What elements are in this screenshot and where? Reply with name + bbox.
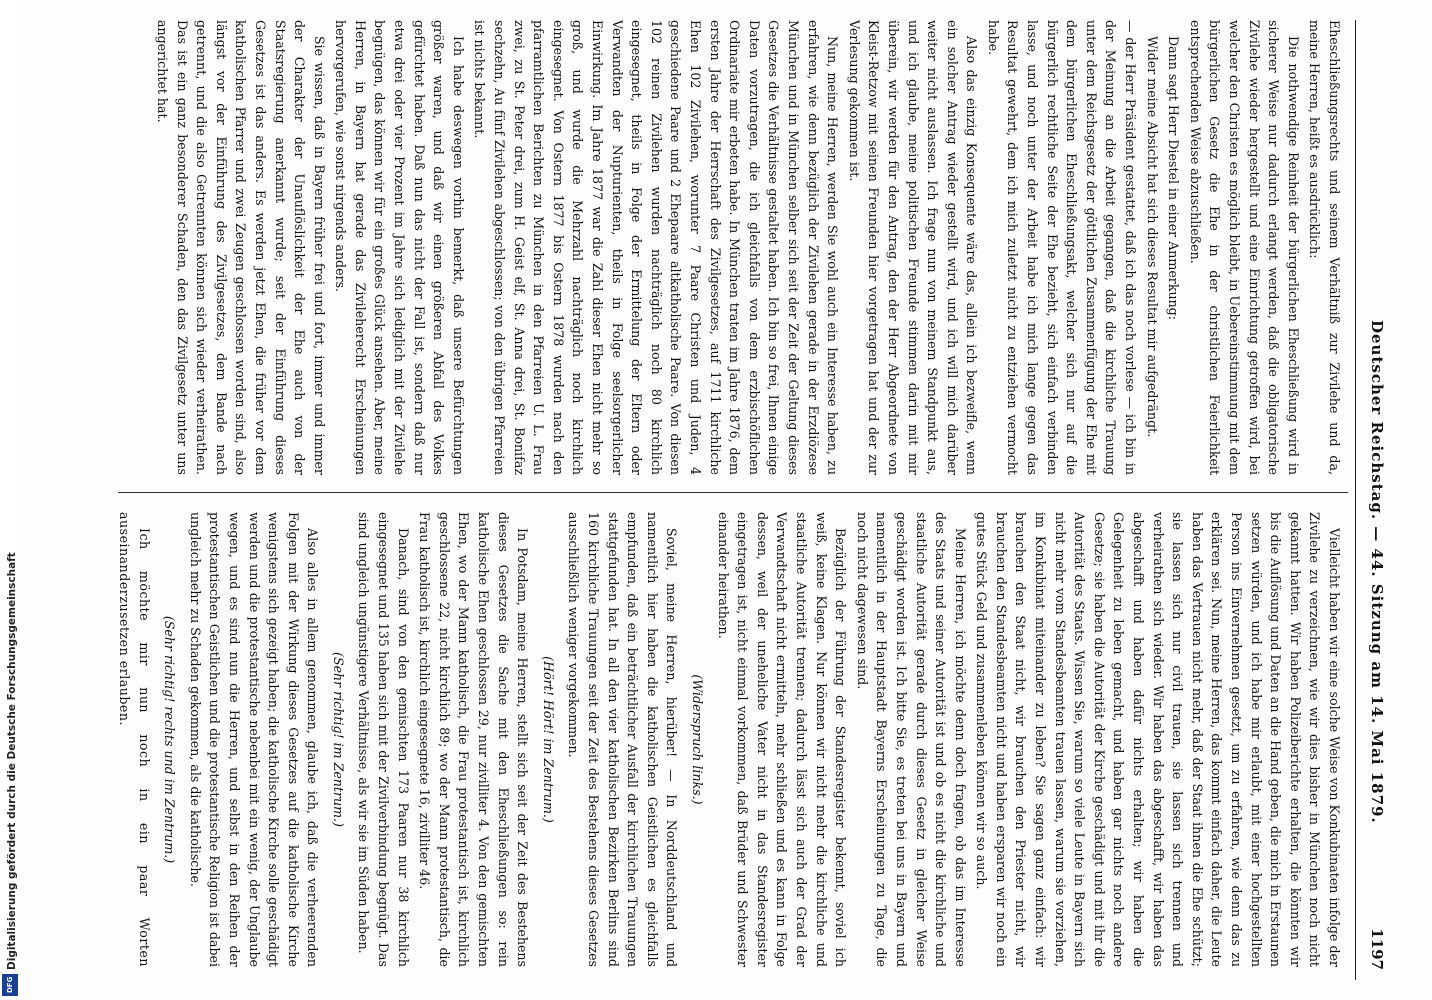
paragraph: Also alles in allem genommen, glaube ich, daß die verheerenden Folgen mit der Wirkung dieses Gesetzes auf die katholische Kirche wenigstens sich gezeigt haben; die katholische Kirche solle geschädigt werden und die protestantische nebenbei mit ein wenig, der Unglaube wegen, und es sind nun die Herren, und selbst in den Reihen der protestantischen Geistlichen und die protestantische Religion ist dabei ungleich mehr zu Schaden gekommen, als die katholische. xyxy=(187,512,321,967)
rotated-page-content xyxy=(56,20,1396,980)
paragraph: Eheschließungsrechts und seinem Verhältniß zur Zivilehe und da, meine Herren, heißt es ausdrücklich: xyxy=(1307,20,1342,475)
interjection: (Sehr richtig! rechts und im Zentrum.) xyxy=(162,615,178,864)
paragraph: Also das einzig Konsequente wäre das, allein ich bezweifle, wenn ein solcher Antrag wieder gestellt wird, und ich will mich darüber weiter nicht auslassen. Ich frage nun von meinem Standpunkt aus, und ich glaube, meine politischen Freunde stimmen darin mit mir überein, wir werden für den Antrag, den der Herr Abgeordnete von Kleist-Retzow mit seinen Freunden hier vorgetragen hat und der zur Verlesung gekommen ist. xyxy=(846,20,980,475)
paragraph: Ich möchte mir nun noch in ein paar Worten auseinanderzusetzen erlauben. xyxy=(116,512,152,967)
column-divider xyxy=(118,492,1348,493)
paragraph: Sie wissen, daß in Bayern früher frei und fort, immer und immer der Charakter der Unauflöslichkeit der Ehe auch von der Staatsregierung anerkannt wurde; seit der Einführung dieses Gesetzes ist das anders. Es werden jetzt Ehen, die früher vor dem katholischen Pfarrer und zwei Zeugen geschlossen worden sind, also längst vor der Einführung des Zivilgesetzes, dem Bande nach getrennt, und die also Getrennten können sich wieder verheirathen. Das ist ein ganz besonderer Schaden, den das Zivilgesetz unter uns angerichtet hat. xyxy=(154,20,327,475)
right-column xyxy=(116,512,1344,967)
paragraph: In Potsdam, meine Herren, stellt sich seit der Zeit des Bestehens dieses Gesetzes die Sache mit den Eheschließungen so: rein katholische Ehen geschlossen 29, nur zivilliter 4. Von den gemischten Ehen, wo der Mann katholisch, die Frau protestantisch ist, kirchlich geschlossene 22, nicht kirchlich 89; wo der Mann protestantisch, die Frau katholisch ist, kirchlich eingesegnete 16, zivilliter 46. xyxy=(417,512,531,967)
interjection: (Widerspruch links.) xyxy=(690,674,705,805)
paragraph: Meine Herren, ich möchte denn doch fragen, ob das im Interesse des Staats und seiner Autorität ist und ob es nicht die kirchliche und staatliche Autorität gerade durch dieses Gesetz in gleicher Weise geschädigt worden ist. Ich bitte Sie, es treten bei uns in Bayern und namentlich in der Hauptstadt Bayerns Erscheinungen zu Tage, die noch nicht dagewesen sind. xyxy=(854,512,968,967)
left-column xyxy=(124,20,1344,475)
paragraph: — der Herr Präsident gestattet, daß ich das noch vorlese — ich bin in der Meinung an die Arbeit gegangen, daß die kirchliche Trauung unter dem Reichsgesetz der göttlichen Zusammenfügung der Ehe mit dem bürgerlichen Eheschließungsakt, welcher sich nur auf die bürgerlich rechtliche Seite der Ehe bezieht, sich einfach verbinden lasse, und noch unter der Arbeit habe ich mich lange gegen das Resultat gewehrt, dem ich mich zuletzt nicht zu entziehen vermocht habe. xyxy=(985,20,1139,475)
page-header xyxy=(1355,20,1396,980)
dfg-logo-icon: DFG xyxy=(2,974,18,996)
interjection: (Sehr richtig! im Zentrum.) xyxy=(330,652,346,827)
digitization-credit: Digitalisierung gefördert durch die Deutsche Forschungsgemeinschaft xyxy=(6,552,18,970)
paragraph: Vielleicht haben wir eine solche Weise von Konkubinaten infolge der Zivilehe zu verzeichnen, wie wir dies bisher in München noch nicht gekannt hatten. Wir haben Polizeiberichte erhalten, die könnten wir bis die Auflösung und Daten an die Hand geben, die mich in Erstaunen setzen würden, und ich habe mir erlaubt, mit einer hochgestellten Person ins Einvernehmen gesetzt, um zu erfahren, wie denn das zu erklären sei. Nun, meine Herren, das kommt einfach daher, die Leute haben das Vertrauen nicht mehr, daß der Staat ihnen die Ehe schützt; sie lassen sich nur civil trauen, sie lassen sich trennen und verheirathen sich wieder. Wir haben das abgeschafft, wir haben das abgeschafft und haben dafür nichts erhalten; wir haben die Gelegenheit zu leben gemacht, und haben gar nichts noch andere Gesetze; sie haben die Autorität der Kirche geschädigt und mit ihr die Autorität des Staats. Wissen Sie, warum so viele Leute in Bayern sich nicht mehr vom Standesbeamten trauen lassen, warum sie vorziehen, im Konkubinat miteinander zu leben? Sie sagen ganz einfach: wir brauchen den Staat nicht, wir brauchen den Priester nicht, wir brauchen den Standesbeamten nicht und haben ersparen wir noch ein gutes Stück Geld und zusammenleben können wir so auch. xyxy=(974,512,1342,967)
interjection: (Hört! Hört! im Zentrum.) xyxy=(540,656,556,823)
paragraph: Soviel, meine Herren, hierüber! — In Norddeutschland und namentlich hier haben die katholischen Geistlichen es gleichfalls empfunden, daß ein beträchtlicher Ausfall der kirchlichen Trauungen stattgefunden hat. In all den vier katholischen Bezirken Berlins sind 160 kirchliche Trauungen seit der Zeit des Bestehens dieses Gesetzes ausschließlich weniger vorgekommen. xyxy=(566,512,680,967)
paragraph: Danach, sind von den gemischten 173 Paaren nur 38 kirchlich eingesegnet und 135 haben sich mit der Zivilverbindung begnügt. Das sind ungleich ungünstigere Verhältnisse, als wir sie im Süden haben. xyxy=(356,512,411,967)
paragraph: Bezüglich der Führung der Standesregister bekennt, soviel ich weiß, keine Klagen. Nur können wir nicht mehr die kirchliche und staatliche Autorität trennen; dadurch lässt sich auch der Grad der Verwandtschaft nicht ermitteln, mehr schließen und es kann in Folge dessen, weil der uneheliche Vater nicht in das Standesregister eingetragen ist, nicht einmal vorkommen, daß Brüder und Schwester einander heirathen. xyxy=(715,512,849,967)
paragraph: Dann sagt Herr Diestel in einer Anmerkung: xyxy=(1166,36,1182,320)
page-number: 1197 xyxy=(1368,928,1386,970)
digitization-credit-strip xyxy=(0,0,22,1000)
paragraph: Die nothwendige Reinheit der bürgerlichen Eheschließung wird in sicherer Weise nur dadurch erlangt werden, daß die obligatorische Zivilehe wieder hergestellt und eine Einrichtung getroffen wird, bei welcher den Christen es möglich bleibt, in Uebereinstimmung mit dem bürgerlichen Gesetz die Ehe in der christlichen Feierlichkeit entsprechenden Weise abzuschließen. xyxy=(1187,20,1301,475)
paragraph: Wider meine Absicht hat sich dieses Resultat mir aufgedrängt. xyxy=(1144,36,1160,438)
page-title: Deutscher Reichstag. — 44. Sitzung am 14. Mai 1879. xyxy=(1368,320,1386,824)
paragraph: Ich habe deswegen vorhin bemerkt, daß unsere Befürchtungen größer waren, und daß wir einen größeren Abfall des Volkes gefürchtet haben. Daß nun das nicht der Fall ist, sondern daß nur etwa drei oder vier Prozent im Jahre sich lediglich mit der Zivilehe begnügen, das können wir für ein großes Glück ansehen. Aber, meine Herren, in Bayern hat gerade das Zivileherecht Erscheinungen hervorgerufen, wie sonst nirgends anders. xyxy=(333,20,466,475)
paragraph: Nun, meine Herren, werden Sie wohl auch ein Interesse haben, zu erfahren, wie denn bezüglich der Zivilehen gerade in der Erzdiözese München und in München selber sich seit der Zeit der Geltung dieses Gesetzes die Verhältnisse gestaltet haben. Ich bin so frei, Ihnen einige Daten vorzutragen, die ich gleichfalls von dem erzbischöflichen Ordinariate mir erbeten habe. In München traten im Jahre 1876, dem ersten Jahre der Herrschaft des Zivilgesetzes, auf 1711 kirchliche Ehen 102 Zivilehen, worunter 7 Paare Christen und Juden, 4 geschiedene Paare und 2 Ehepaare altkatholische Paare. Von diesen 102 reinen Zivilehen wurden nachträglich noch 80 kirchlich eingesegnet, theils in Folge der Ermittelung der Eltern oder Verwandten der Nupturienten, theils in Folge seelsorgerlicher Einwirkung. Im Jahre 1877 war die Zahl dieser Ehen nicht mehr so groß, und wurde die Mehrzahl nachträglich noch kirchlich eingesegnet. Von Ostern 1877 bis Ostern 1878 wurden nach den pfarramtlichen Berichten zu München in den Pfarreien U. L. Frau zwei, zu St. Peter drei, zum H. Geist elf, St. Anna drei, St. Bonifaz sechzehn, Au fünf Zivilehen abgeschlossen; von den übrigen Pfarreien ist nichts bekannt. xyxy=(472,20,841,475)
